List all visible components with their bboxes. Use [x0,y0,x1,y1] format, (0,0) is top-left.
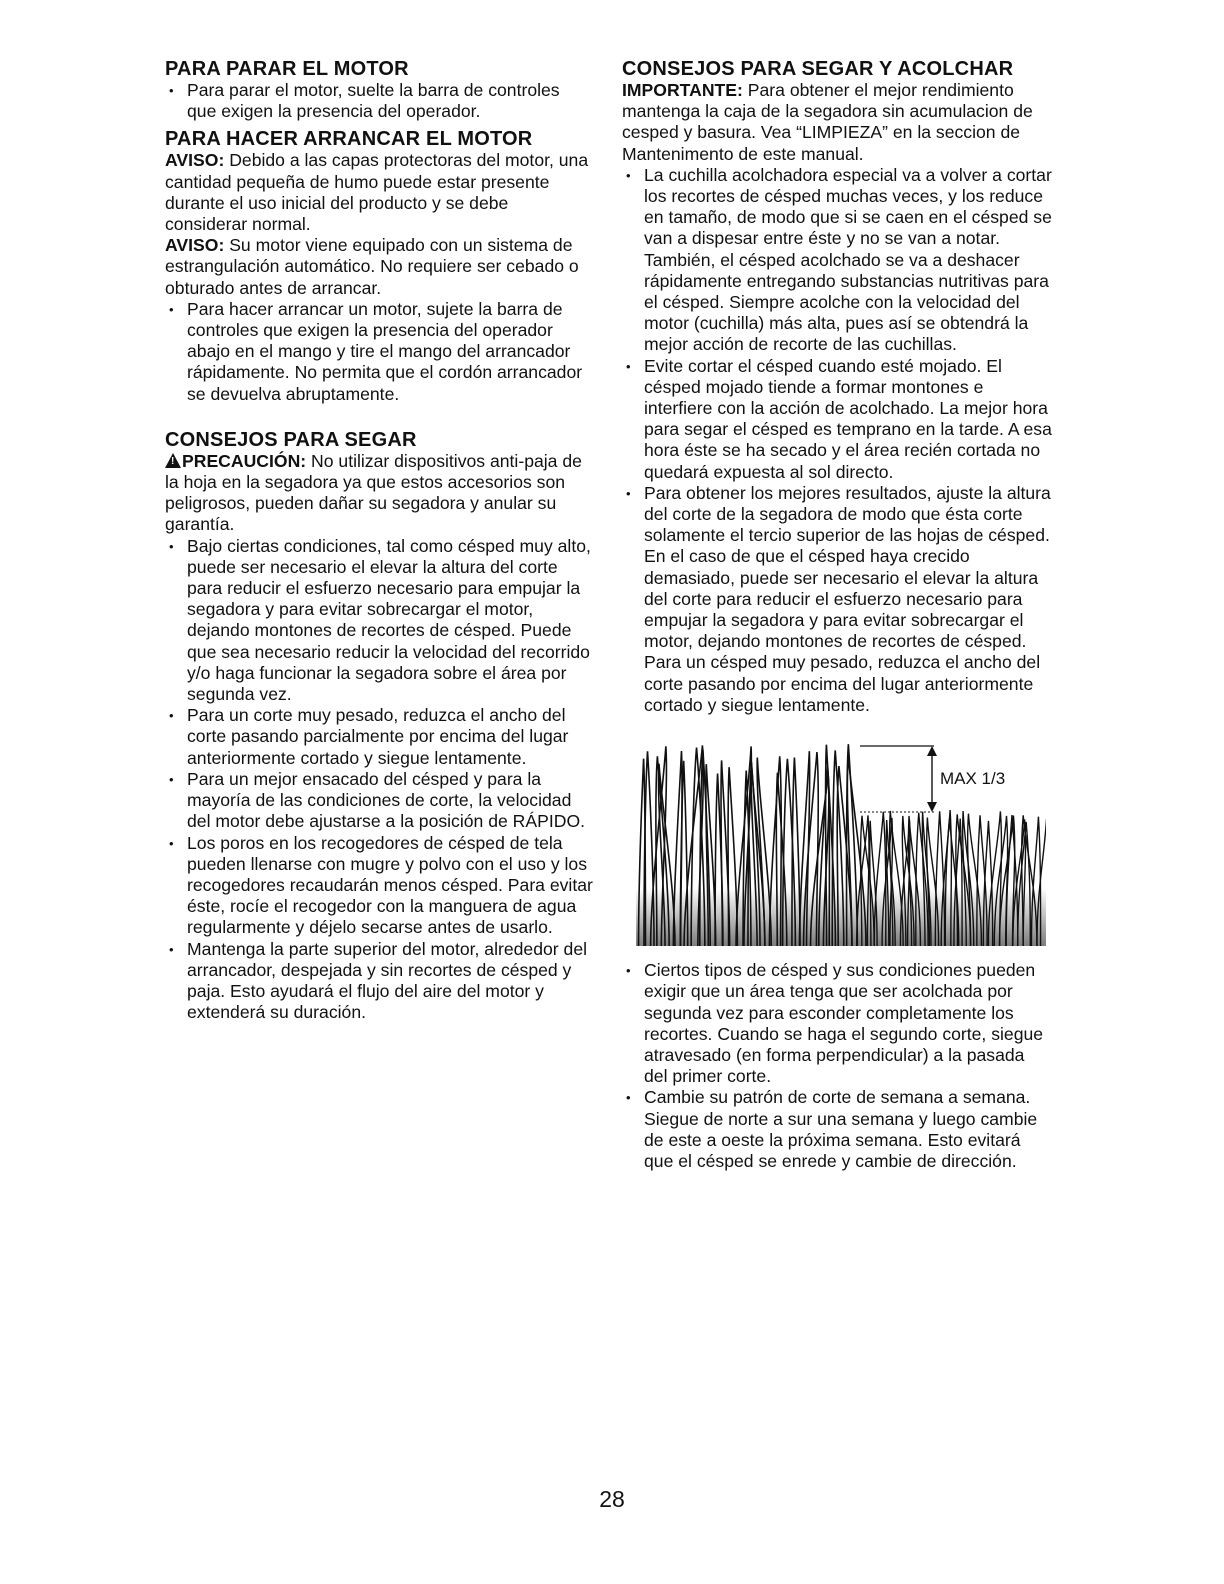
list-item: • Evite cortar el césped cuando esté mojado. El césped mojado tiende a formar montones e interfiere con la acción de acolchado. La mejor hora para segar el césped es temprano en la tarde. A esa hora éste se ha secado y el área recién cortada no quedará expuesta al sol directo. [622,356,1052,483]
arrow-down-icon [927,802,937,812]
list-item: • Cambie su patrón de corte de semana a semana. Siegue de norte a sur una semana y luego cambie de este a oeste la próxima semana. Esto evitará que el césped se enrede y cambie de dirección. [622,1087,1052,1172]
grass-base-shading [636,888,1046,946]
mulching-tips-list [622,165,1052,716]
stop-engine-heading: PARA PARAR EL MOTOR [165,58,409,80]
list-item: • Para obtener los mejores resultados, ajuste la altura del corte de la segadora de modo que ésta corte solamente el tercio superior de las hojas de césped. En el caso de que el césped haya crecido demasiado, puede ser necesario el elevar la altura del corte para reducir el esfuerzo necesario para empujar la segadora y para evitar sobrecargar el motor, dejando montones de recortes de césped. Para un césped muy pesado, reduzca el ancho del corte pasando por encima del lugar anteriormente cortado y siegue lentamente. [622,483,1052,716]
stop-engine-list [165,80,593,122]
importante-label: IMPORTANTE: [622,80,743,100]
list-item: • Para parar el motor, suelte la barra de controles que exigen la presencia del operador. [165,80,593,122]
aviso-label: AVISO: [165,150,225,171]
mulching-tips-list-2 [622,960,1052,1172]
aviso-paragraph-1 [165,150,593,235]
mowing-tips-heading: CONSEJOS PARA SEGAR [165,428,417,451]
importante-paragraph [622,80,1052,165]
start-engine-list [165,299,593,405]
list-item: • Mantenga la parte superior del motor, alrededor del arrancador, despejada y sin recortes de césped y paja. Esto ayudará el flujo del aire del motor y extenderá su duración. [165,939,593,1024]
importante-text: Para obtener el mejor rendimiento mantenga la caja de la segadora sin acumulacion de cesped y basura. Vea “LIMPIEZA” en la seccion de Mantenimento de este manual. [622,80,1033,164]
warning-triangle-icon [165,453,181,468]
grass-cut-height-illustration [636,738,1046,946]
page-number: 28 [599,1486,625,1512]
list-item: • Para un mejor ensacado del césped y para la mayoría de las condiciones de corte, la velocidad del motor debe ajustarse a la posición de RÁPIDO. [165,769,593,833]
max-cut-label: MAX 1/3 [940,769,1006,789]
mowing-tips-list [165,536,593,1024]
precaucion-paragraph [165,451,593,536]
list-item: • Bajo ciertas condiciones, tal como césped muy alto, puede ser necesario el elevar la altura del corte para reducir el esfuerzo necesario para empujar la segadora y para evitar sobrecargar el motor, dejando montones de recortes de césped. Puede que sea necesario reducir la velocidad del recorrido y/o haga funcionar la segadora sobre el área por segunda vez. [165,536,593,706]
list-item: • Para un corte muy pesado, reduzca el ancho del corte pasando parcialmente por encima del lugar anteriormente cortado y siegue lentamente. [165,705,593,769]
arrow-up-icon [927,746,937,756]
left-column [165,58,593,1023]
list-item: • La cuchilla acolchadora especial va a volver a cortar los recortes de césped muchas veces, y los reduce en tamaño, de modo que si se caen en el césped se van a dispesar entre éste y no se van a notar. También, el césped acolchado se va a deshacer rápidamente entregando substancias nutritivas para el césped. Siempre acolche con la velocidad del motor (cuchilla) más alta, pues así se obtendrá la mejor acción de recorte de las cuchillas. [622,165,1052,356]
list-item: • Los poros en los recogedores de césped de tela pueden llenarse con mugre y polvo con el uso y los recogedores recaudarán menos césped. Para evitar éste, rocíe el recogedor con la manguera de agua regularmente y déjelo secarse antes de usarlo. [165,833,593,939]
precaucion-label: PRECAUCIÓN: [182,450,307,471]
aviso-label: AVISO: [165,235,225,256]
start-engine-heading: PARA HACER ARRANCAR EL MOTOR [165,128,533,151]
aviso-paragraph-2 [165,235,593,299]
right-column [622,58,1052,1172]
list-item: • Ciertos tipos de césped y sus condiciones pueden exigir que un área tenga que ser acolchada por segunda vez para esconder completamente los recortes. Cuando se haga el segundo corte, siegue atravesado (en forma perpendicular) a la pasada del primer corte. [622,960,1052,1087]
list-item: • Para hacer arrancar un motor, sujete la barra de controles que exigen la presencia del operador abajo en el mango y tire el mango del arrancador rápidamente. No permita que el cordón arrancador se devuelva abruptamente. [165,299,593,405]
precaucion-text: No utilizar dispositivos anti-paja de la hoja en la segadora ya que estos accesorios son peligrosos, pueden dañar su segadora y anular su garantía. [165,450,582,535]
aviso-text: Debido a las capas protectoras del motor, una cantidad pequeña de humo puede estar presente durante el uso inicial del producto y se debe considerar normal. [165,150,589,235]
mulching-tips-heading: CONSEJOS PARA SEGAR Y ACOLCHAR [622,58,1014,80]
aviso-text: Su motor viene equipado con un sistema de estrangulación automático. No requiere ser cebado o obturado antes de arrancar. [165,235,579,298]
